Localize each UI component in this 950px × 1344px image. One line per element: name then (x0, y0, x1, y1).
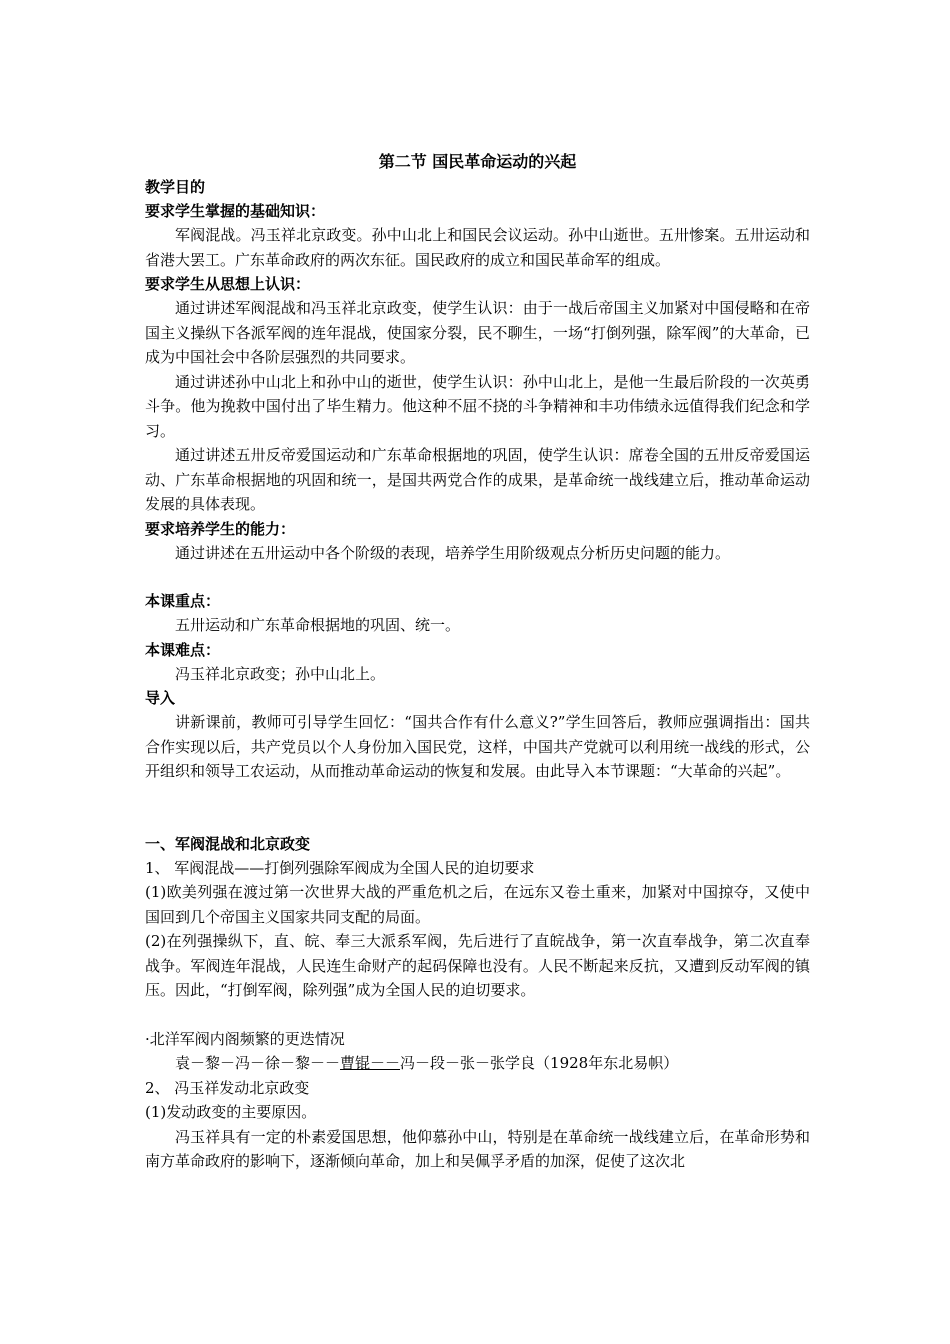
paragraph-ability: 通过讲述在五卅运动中各个阶级的表现，培养学生用阶级观点分析历史问题的能力。 (175, 543, 731, 562)
page-title: 第二节 国民革命运动的兴起 (378, 152, 577, 171)
paragraph-s1-item-2-body: 冯玉祥具有一定的朴素爱国思想，他仰慕孙中山，特别是在革命统一战线建立后，在革命形势和南方革命政府的影响下，逐渐倾向革命，加上和吴佩孚矛盾的加深，促使了这次北 (145, 1127, 810, 1170)
paragraph-introduction: 讲新课前，教师可引导学生回忆：“国共合作有什么意义?”学生回答后，教师应强调指出：国共合作实现以后，共产党员以个人身份加入国民党，这样，中国共产党就可以利用统一战线的形式，公开组织和领导工农运动，从而推动革命运动的恢复和发展。由此导入本节课题：“大革命的兴起”。 (145, 713, 810, 780)
heading-section-1: 一、军阀混战和北京政变 (145, 834, 311, 853)
spacer (145, 784, 810, 832)
paragraph-s1-item-2-a: (1)发动政变的主要原因。 (145, 1103, 317, 1121)
paragraph-s1-item-1: 1、 军阀混战——打倒列强除军阀成为全国人民的迫切要求 (145, 858, 535, 877)
sequence-part-1: 袁－黎－冯－徐－黎－－ (175, 1054, 341, 1072)
heading-objectives: 教学目的 (145, 178, 206, 196)
heading-key-point: 本课重点： (145, 592, 221, 610)
spacer (145, 1003, 810, 1027)
paragraph-key-point: 五卅运动和广东革命根据地的巩固、统一。 (175, 616, 461, 634)
sequence-part-underlined: 曹锟－－ (340, 1054, 401, 1072)
heading-difficult-point: 本课难点： (145, 640, 221, 659)
paragraph-beiyang-heading: ·北洋军阀内阁频繁的更迭情况 (145, 1029, 345, 1048)
paragraph-basic-knowledge: 军阀混战。冯玉祥北京政变。孙中山北上和国民会议运动。孙中山逝世。五卅惨案。五卅运动和省港大罢工。广东革命政府的两次东征。国民政府的成立和国民革命军的组成。 (145, 226, 810, 269)
heading-basic-knowledge: 要求学生掌握的基础知识： (145, 202, 326, 220)
paragraph-difficult-point: 冯玉祥北京政变；孙中山北上。 (175, 664, 386, 683)
heading-ability: 要求培养学生的能力： (145, 519, 296, 538)
heading-thought: 要求学生从思想上认识： (145, 275, 311, 293)
document-body (145, 148, 810, 1174)
paragraph-s1-item-1-b: (2)在列强操纵下，直、皖、奉三大派系军阀，先后进行了直皖战争，第一次直奉战争，第二次直奉战争。军阀连年混战，人民连生命财产的起码保障也没有。人民不断起来反抗，又遭到反动军阀的镇压。因此，“打倒军阀，除列强”成为全国人民的迫切要求。 (145, 932, 810, 999)
heading-introduction: 导入 (145, 689, 176, 707)
paragraph-thought-3: 通过讲述五卅反帝爱国运动和广东革命根据地的巩固，使学生认识：席卷全国的五卅反帝爱国运动、广东革命根据地的巩固和统一，是国共两党合作的成果，是革命统一战线建立后，推动革命运动发展的具体表现。 (145, 446, 810, 513)
paragraph-s1-item-1-a: (1)欧美列强在渡过第一次世界大战的严重危机之后，在远东又卷土重来，加紧对中国掠夺，又使中国回到几个帝国主义国家共同支配的局面。 (145, 883, 810, 926)
paragraph-beiyang-sequence (145, 1051, 810, 1076)
spacer (145, 565, 810, 589)
paragraph-thought-2: 通过讲述孙中山北上和孙中山的逝世，使学生认识：孙中山北上，是他一生最后阶段的一次英勇斗争。他为挽救中国付出了毕生精力。他这种不屈不挠的斗争精神和丰功伟绩永远值得我们纪念和学习。 (145, 372, 810, 440)
paragraph-thought-1: 通过讲述军阀混战和冯玉祥北京政变，使学生认识：由于一战后帝国主义加紧对中国侵略和在帝国主义操纵下各派军阀的连年混战，使国家分裂，民不聊生，一场“打倒列强，除军阀”的大革命，已成为中国社会中各阶层强烈的共同要求。 (145, 299, 810, 366)
sequence-part-2: 冯－段－张－张学良（1928年东北易帜） (400, 1054, 679, 1072)
paragraph-s1-item-2: 2、 冯玉祥发动北京政变 (145, 1078, 310, 1097)
